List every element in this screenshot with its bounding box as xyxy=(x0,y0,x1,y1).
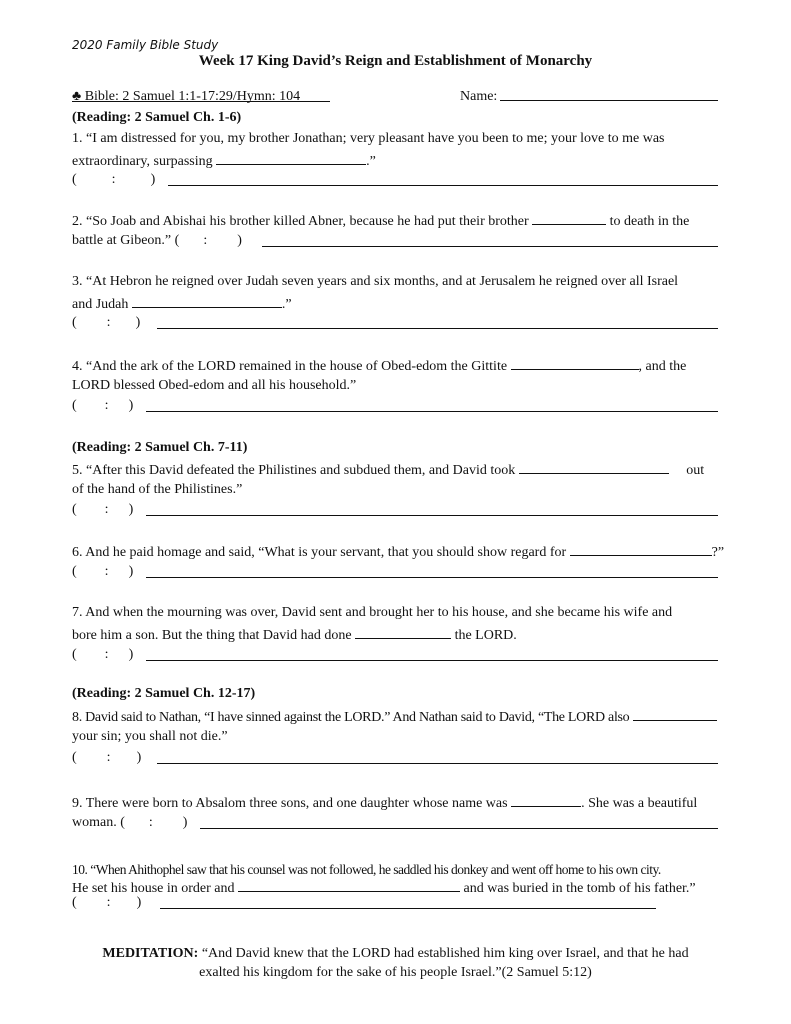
question-10-line-2: He set his house in order and and was buried in the tomb of his father.” xyxy=(72,881,696,896)
answer-blank-6[interactable] xyxy=(570,543,712,556)
question-8-line-1: 8. David said to Nathan, “I have sinned against the LORD.” And Nathan said to David, “The LORD also xyxy=(72,708,717,726)
answer-blank-5[interactable] xyxy=(519,461,669,474)
question-2-line-1: 2. “So Joab and Abishai his brother killed Abner, because he had put their brother to death in the xyxy=(72,214,690,229)
question-4-line-2: LORD blessed Obed-edom and all his household.” xyxy=(72,378,357,393)
bible-line xyxy=(72,89,300,105)
question-9-line-1: 9. There were born to Absalom three sons, and one daughter whose name was . She was a beautiful xyxy=(72,796,698,811)
answer-line-5[interactable] xyxy=(146,515,718,516)
question-10-line-1: 10. “When Ahithophel saw that his counsel was not followed, he saddled his donkey and went off home to his own city. xyxy=(72,862,661,877)
answer-line-4[interactable] xyxy=(146,411,718,412)
question-9-line-2: woman. ( : ) xyxy=(72,815,188,830)
answer-blank-4[interactable] xyxy=(511,357,639,370)
answer-line-3[interactable] xyxy=(157,328,718,329)
answer-blank-2[interactable] xyxy=(532,212,606,225)
verse-ref-3[interactable]: ( : ) xyxy=(72,315,141,330)
answer-blank-10[interactable] xyxy=(238,879,460,892)
answer-line-9[interactable] xyxy=(200,828,718,829)
answer-line-2[interactable] xyxy=(262,246,718,247)
answer-blank-3[interactable] xyxy=(132,295,282,308)
question-5-line-1: 5. “After this David defeated the Philistines and subdued them, and David took out xyxy=(72,463,705,478)
answer-blank-7[interactable] xyxy=(355,626,451,639)
bible-reference: Bible: 2 Samuel 1:1-17:29/Hymn: 104 xyxy=(84,89,301,104)
question-3-line-2: and Judah .” xyxy=(72,297,292,312)
answer-line-7[interactable] xyxy=(146,660,718,661)
verse-ref-6[interactable]: ( : ) xyxy=(72,564,134,579)
verse-ref-8[interactable]: ( : ) xyxy=(72,750,142,765)
verse-ref-4[interactable]: ( : ) xyxy=(72,398,134,413)
question-5-line-2: of the hand of the Philistines.” xyxy=(72,482,243,497)
question-8-line-2: your sin; you shall not die.” xyxy=(72,729,228,744)
answer-line-1[interactable] xyxy=(168,185,718,186)
verse-ref-10[interactable]: ( : ) xyxy=(72,895,142,910)
question-2-line-2: battle at Gibeon.” ( : ) xyxy=(72,233,242,248)
answer-line-10[interactable] xyxy=(160,908,656,909)
bible-underline xyxy=(72,101,330,102)
section-heading: (Reading: 2 Samuel Ch. 12-17) xyxy=(72,686,256,701)
meditation-line-2: exalted his kingdom for the sake of his people Israel.”(2 Samuel 5:12) xyxy=(199,965,592,980)
question-7-line-2: bore him a son. But the thing that David had done the LORD. xyxy=(72,628,517,643)
question-3-line-1: 3. “At Hebron he reigned over Judah seven years and six months, and at Jerusalem he reigned over all Israel xyxy=(72,274,679,289)
verse-ref-7[interactable]: ( : ) xyxy=(72,647,134,662)
answer-blank-1[interactable] xyxy=(216,152,366,165)
question-4-line-1: 4. “And the ark of the LORD remained in the house of Obed-edom the Gittite , and the xyxy=(72,359,687,374)
question-1-line-1: 1. “I am distressed for you, my brother Jonathan; very pleasant have you been to me; your love to me was xyxy=(72,131,665,146)
answer-blank-8[interactable] xyxy=(633,708,717,721)
name-label: Name: xyxy=(460,89,498,104)
question-7-line-1: 7. And when the mourning was over, David sent and brought her to his house, and she became his wife and xyxy=(72,605,673,620)
meditation-line-1: MEDITATION: “And David knew that the LORD had established him king over Israel, and that he had xyxy=(102,946,689,961)
header-note: 2020 Family Bible Study xyxy=(72,38,219,52)
question-6-line-1: 6. And he paid homage and said, “What is your servant, that you should show regard for ?” xyxy=(72,545,725,560)
answer-blank-9[interactable] xyxy=(511,794,581,807)
section-heading: (Reading: 2 Samuel Ch. 1-6) xyxy=(72,110,242,125)
page-title: Week 17 King David’s Reign and Establishment of Monarchy xyxy=(198,53,593,69)
verse-ref-5[interactable]: ( : ) xyxy=(72,502,134,517)
meditation-label: MEDITATION: xyxy=(102,946,199,961)
name-field[interactable] xyxy=(500,100,718,101)
club-icon: ♣ xyxy=(72,89,82,104)
verse-ref-1[interactable]: ( : ) xyxy=(72,172,156,187)
answer-line-6[interactable] xyxy=(146,577,718,578)
question-1-line-2: extraordinary, surpassing .” xyxy=(72,154,376,169)
answer-line-8[interactable] xyxy=(157,763,718,764)
section-heading: (Reading: 2 Samuel Ch. 7-11) xyxy=(72,440,248,455)
